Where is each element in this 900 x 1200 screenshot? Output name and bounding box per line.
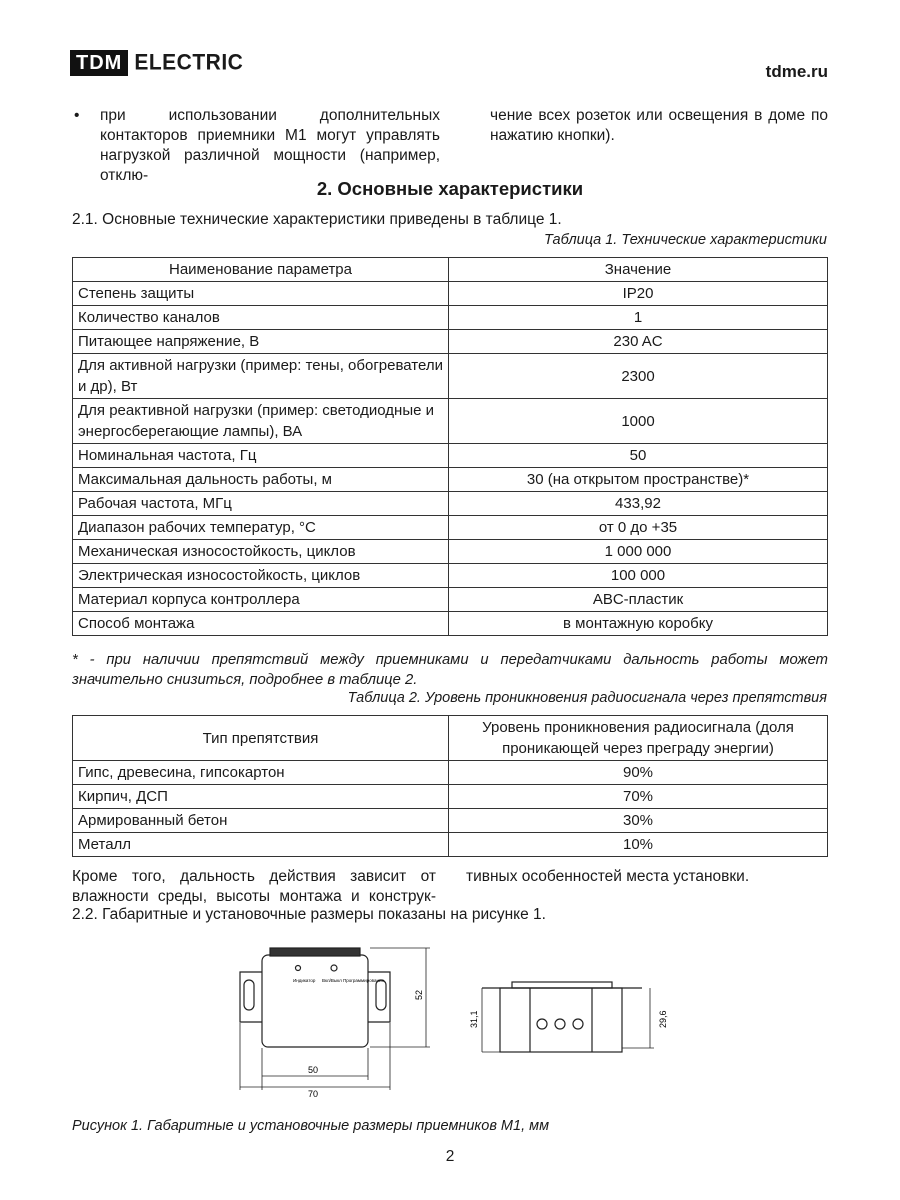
terminal-screw <box>573 1019 583 1029</box>
table-row <box>73 492 828 516</box>
table-row <box>73 761 828 785</box>
table-row <box>73 306 828 330</box>
after-right-column: тивных особенностей места установки. <box>466 868 750 885</box>
param-cell: Кирпич, ДСП <box>73 785 449 809</box>
right-slot <box>376 980 386 1010</box>
dimension-drawing <box>230 930 690 1100</box>
brand-logo <box>70 50 243 76</box>
param-cell: Способ монтажа <box>73 612 449 636</box>
value-cell: 70% <box>449 785 828 809</box>
param-cell: Максимальная дальность работы, м <box>73 468 449 492</box>
param-cell: Питающее напряжение, В <box>73 330 449 354</box>
header-cell: Тип препятствия <box>73 716 449 761</box>
header-cell: Значение <box>449 258 828 282</box>
table-row <box>73 809 828 833</box>
param-cell: Электрическая износостойкость, циклов <box>73 564 449 588</box>
table-row <box>73 468 828 492</box>
param-cell: Степень защиты <box>73 282 449 306</box>
penetration-table <box>72 715 828 857</box>
intro-right-column: чение всех розеток или освещения в доме по нажатию кнопки). <box>490 107 828 144</box>
button-label: Вкл/Выкл Программирование <box>322 978 384 983</box>
after-left-column: Кроме того, дальность действия зависит от влажности среды, высоты монтажа и конструк- <box>72 868 436 905</box>
param-cell: Гипс, древесина, гипсокартон <box>73 761 449 785</box>
side-view <box>482 982 654 1052</box>
indicator-label: Индикатор <box>293 978 316 983</box>
param-cell: Механическая износостойкость, циклов <box>73 540 449 564</box>
bullet-text: при использовании дополнительных контакторов приемники М1 могут управлять нагрузкой различной мощности (например, отклю- <box>100 107 440 184</box>
bullet-item <box>72 106 440 186</box>
table-row <box>73 399 828 444</box>
value-cell: 2300 <box>449 354 828 399</box>
value-cell: ABC-пластик <box>449 588 828 612</box>
table1-caption: Таблица 1. Технические характеристики <box>544 232 827 248</box>
page-number: 2 <box>445 1148 455 1165</box>
dim-text-50: 50 <box>308 1065 319 1075</box>
table-row <box>73 282 828 306</box>
param-cell: Номинальная частота, Гц <box>73 444 449 468</box>
value-cell: 10% <box>449 833 828 857</box>
value-cell: 1 000 000 <box>449 540 828 564</box>
value-cell: 1000 <box>449 399 828 444</box>
table-header-row <box>73 258 828 282</box>
param-cell: Диапазон рабочих температур, °С <box>73 516 449 540</box>
value-cell: 230 AC <box>449 330 828 354</box>
table-row <box>73 612 828 636</box>
terminal-screw <box>537 1019 547 1029</box>
logo-box: TDM <box>70 50 128 76</box>
table-row <box>73 354 828 399</box>
front-body <box>262 955 368 1047</box>
param-cell: Рабочая частота, МГц <box>73 492 449 516</box>
dim-text-52: 52 <box>414 989 424 1000</box>
paragraph-2-1: 2.1. Основные технические характеристики приведены в таблице 1. <box>72 211 562 228</box>
logo-text: ELECTRIC <box>134 50 244 75</box>
front-view <box>240 948 430 1090</box>
figure-caption: Рисунок 1. Габаритные и установочные размеры приемников М1, мм <box>72 1118 550 1134</box>
paragraph-2-2: 2.2. Габаритные и установочные размеры показаны на рисунке 1. <box>72 906 546 923</box>
param-cell: Для реактивной нагрузки (пример: светодиодные и энергосберегающие лампы), ВА <box>73 399 449 444</box>
footnote: * - при наличии препятствий между приемниками и передатчиками дальность работы может значительно снизиться, подробнее в таблице 2. <box>72 652 828 688</box>
table-row <box>73 516 828 540</box>
param-cell: Для активной нагрузки (пример: тены, обогреватели и др), Вт <box>73 354 449 399</box>
value-cell: от 0 до +35 <box>449 516 828 540</box>
side-body <box>500 988 622 1052</box>
dim-text-29: 29,6 <box>658 1010 668 1028</box>
table-row <box>73 330 828 354</box>
table-row <box>73 564 828 588</box>
site-url[interactable]: tdme.ru <box>765 62 828 81</box>
param-cell: Количество каналов <box>73 306 449 330</box>
table-row <box>73 588 828 612</box>
param-cell: Армированный бетон <box>73 809 449 833</box>
bullet-marker: • <box>74 107 80 124</box>
side-top <box>512 982 612 988</box>
value-cell: 30% <box>449 809 828 833</box>
terminal-screw <box>555 1019 565 1029</box>
section-title: 2. Основные характеристики <box>316 178 584 199</box>
intro-left-column <box>72 106 440 186</box>
program-button <box>331 965 337 971</box>
value-cell: 100 000 <box>449 564 828 588</box>
dim-text-31: 31,1 <box>469 1010 479 1028</box>
value-cell: IP20 <box>449 282 828 306</box>
value-cell: 30 (на открытом пространстве)* <box>449 468 828 492</box>
table-row <box>73 833 828 857</box>
left-slot <box>244 980 254 1010</box>
table-header-row <box>73 716 828 761</box>
value-cell: 1 <box>449 306 828 330</box>
table-row <box>73 785 828 809</box>
value-cell: 90% <box>449 761 828 785</box>
spec-table <box>72 257 828 636</box>
param-cell: Материал корпуса контроллера <box>73 588 449 612</box>
table-row <box>73 540 828 564</box>
header-cell: Наименование параметра <box>73 258 449 282</box>
table-row <box>73 444 828 468</box>
left-ear <box>240 972 262 1022</box>
header-cell: Уровень проникновения радиосигнала (доля проникающей через преграду энергии) <box>449 716 828 761</box>
indicator-led <box>296 966 301 971</box>
front-top-rim <box>270 948 360 956</box>
dim-text-70: 70 <box>308 1089 319 1099</box>
param-cell: Металл <box>73 833 449 857</box>
table2-caption: Таблица 2. Уровень проникновения радиосигнала через препятствия <box>347 690 827 706</box>
value-cell: в монтажную коробку <box>449 612 828 636</box>
value-cell: 50 <box>449 444 828 468</box>
value-cell: 433,92 <box>449 492 828 516</box>
